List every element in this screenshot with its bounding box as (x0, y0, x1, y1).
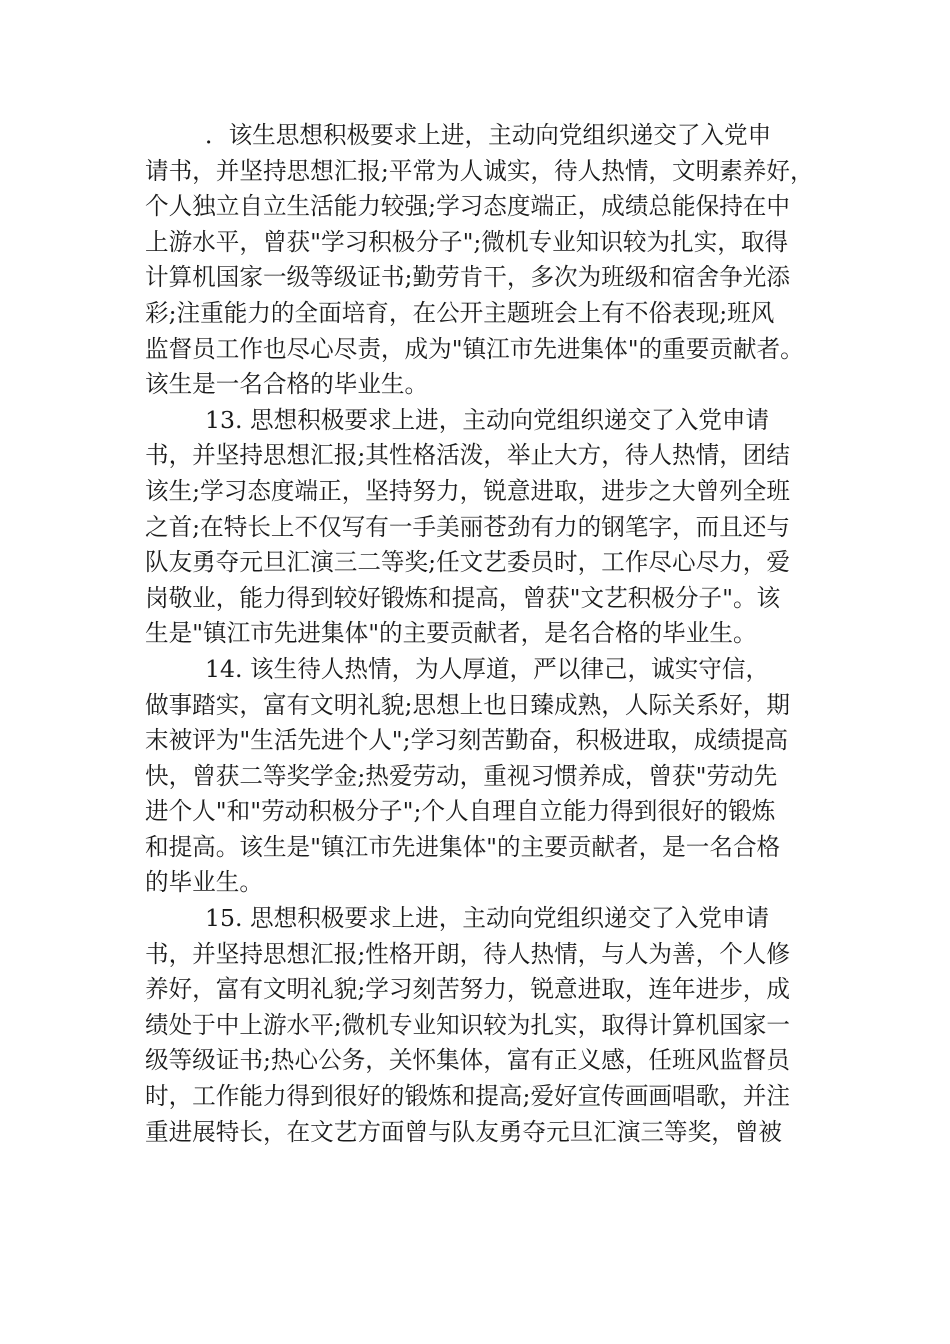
paragraph-line: 之首;在特长上不仅写有一手美丽苍劲有力的钢笔字，而且还与 (145, 512, 790, 541)
paragraph-line: 快，曾获二等奖学金;热爱劳动，重视习惯养成，曾获"劳动先 (145, 761, 778, 790)
paragraph-line: 进个人"和"劳动积极分子";个人自理自立能力得到很好的锻炼 (145, 797, 776, 826)
paragraph-12 (145, 118, 813, 403)
paragraph-line: 书，并坚持思想汇报;其性格活泼，举止大方，待人热情，团结 (145, 441, 790, 470)
paragraph-15 (145, 901, 813, 1150)
paragraph-line: 书，并坚持思想汇报;性格开朗，待人热情，与人为善，个人修 (145, 939, 790, 968)
paragraph-14 (145, 652, 813, 901)
paragraph-line: 和提高。该生是"镇江市先进集体"的主要贡献者，是一名合格 (145, 832, 781, 861)
paragraph-line: 上游水平，曾获"学习积极分子";微机专业知识较为扎实，取得 (145, 227, 789, 256)
paragraph-line: 绩处于中上游水平;微机专业知识较为扎实，取得计算机国家一 (145, 1010, 790, 1039)
paragraph-line: 个人独立自立生活能力较强;学习态度端正，成绩总能保持在中 (145, 192, 790, 221)
paragraph-line: 时，工作能力得到很好的锻炼和提高;爱好宣传画画唱歌，并注 (145, 1082, 790, 1111)
paragraph-line: 请书，并坚持思想汇报;平常为人诚实，待人热情，文明素养好， (145, 156, 814, 185)
paragraph-line: 计算机国家一级等级证书;勤劳肯干，多次为班级和宿舍争光添 (145, 263, 790, 292)
document-page (145, 118, 813, 1150)
paragraph-line: 13. 思想积极要求上进，主动向党组织递交了入党申请 (205, 405, 770, 434)
paragraph-line: 生是"镇江市先进集体"的主要贡献者，是名合格的毕业生。 (145, 619, 757, 648)
paragraph-line: ．该生思想积极要求上进，主动向党组织递交了入党申 (205, 121, 772, 149)
paragraph-line: 14. 该生待人热情，为人厚道，严以律己，诚实守信， (205, 654, 770, 683)
paragraph-line: 15. 思想积极要求上进，主动向党组织递交了入党申请 (205, 904, 770, 933)
paragraph-line: 该生;学习态度端正，坚持努力，锐意进取，进步之大曾列全班 (145, 476, 790, 505)
paragraph-line: 彩;注重能力的全面培育，在公开主题班会上有不俗表现;班风 (145, 298, 775, 327)
paragraph-line: 末被评为"生活先进个人";学习刻苦勤奋，积极进取，成绩提高 (145, 726, 789, 755)
paragraph-13 (145, 403, 813, 652)
paragraph-line: 监督员工作也尽心尽责，成为"镇江市先进集体"的重要贡献者。 (145, 334, 804, 363)
paragraph-line: 的毕业生。 (145, 868, 263, 897)
paragraph-line: 做事踏实，富有文明礼貌;思想上也日臻成熟，人际关系好，期 (145, 690, 790, 719)
paragraph-line: 队友勇夺元旦汇演三二等奖;任文艺委员时，工作尽心尽力，爱 (145, 548, 790, 577)
paragraph-line: 岗敬业，能力得到较好锻炼和提高，曾获"文艺积极分子"。该 (145, 583, 781, 612)
paragraph-line: 级等级证书;热心公务，关怀集体，富有正义感，任班风监督员 (145, 1046, 790, 1075)
paragraph-line: 重进展特长，在文艺方面曾与队友勇夺元旦汇演三等奖，曾被 (145, 1117, 783, 1146)
paragraph-line: 养好，富有文明礼貌;学习刻苦努力，锐意进取，连年进步，成 (145, 975, 790, 1004)
paragraph-line: 该生是一名合格的毕业生。 (145, 370, 429, 399)
